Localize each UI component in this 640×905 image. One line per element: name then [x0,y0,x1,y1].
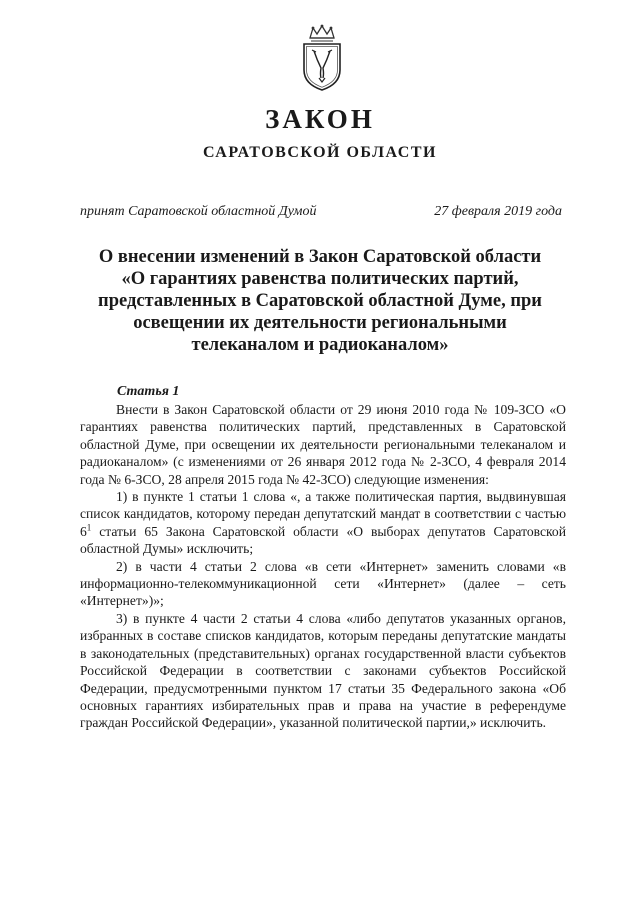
law-title-line: О внесении изменений в Закон Саратовской области [98,247,542,267]
article-item-3: 3) в пункте 4 части 2 статьи 4 слова «либо депутатов указанных органов, избранных в составе списков кандидатов, которым переданы депутатские мандаты в законодательных (представительных) органах государственной власти субъектов Российской Федерации в соответствии с законами субъектов Российской Федерации, предусмотренными пунктом 17 статьи 35 Федерального закона «Об основных гарантиях избирательных прав и права на участие в референдуме граждан Российской Федерации», указанной политической партии,» исключить. [80,610,566,731]
law-title-line: освещении их деятельности региональными [133,313,507,333]
saratov-coat-of-arms-icon [296,24,348,92]
item-1-text: 1) в пункте 1 статьи 1 слова «, а также политическая партия, выдвинувшая список кандидатов, которому передан депутатский мандат в соответствии с частью 6 [80,489,566,539]
article-heading: Статья 1 [117,384,180,399]
item-1-text-end: статьи 65 Закона Саратовской области «О выборах депутатов Саратовской областной Думы» исключить; [80,523,566,557]
law-title [74,246,566,356]
article-body [80,401,566,732]
document-subtitle: САРАТОВСКОЙ ОБЛАСТИ [203,144,437,161]
law-title-line: «О гарантиях равенства политических партий, [121,269,519,289]
document-title: ЗАКОН [265,104,375,134]
law-title-line: телеканалом и радиоканалом» [191,335,449,355]
law-title-line: представленных в Саратовской областной Думе, при [98,291,542,311]
adoption-date: 27 февраля 2019 года [434,204,562,219]
item-1-superscript: 1 [86,522,92,533]
adopted-by: принят Саратовской областной Думой [80,204,317,219]
article-item-2: 2) в части 4 статьи 2 слова «в сети «Интернет» заменить словами «в информационно-телекоммуникационной сети «Интернет» (далее – сеть «Интернет»)»; [80,558,566,609]
article-intro: Внести в Закон Саратовской области от 29 июня 2010 года № 109-ЗСО «О гарантиях равенства политических партий, представленных в Саратовской областной Думе, при освещении их деятельности региональными телеканалом и радиоканалом» (с изменениями от 26 января 2012 года № 2-ЗСО, 4 февраля 2014 года № 6-ЗСО, 28 апреля 2015 года № 42-ЗСО) следующие изменения: [80,402,566,487]
article-item-1 [80,488,566,558]
